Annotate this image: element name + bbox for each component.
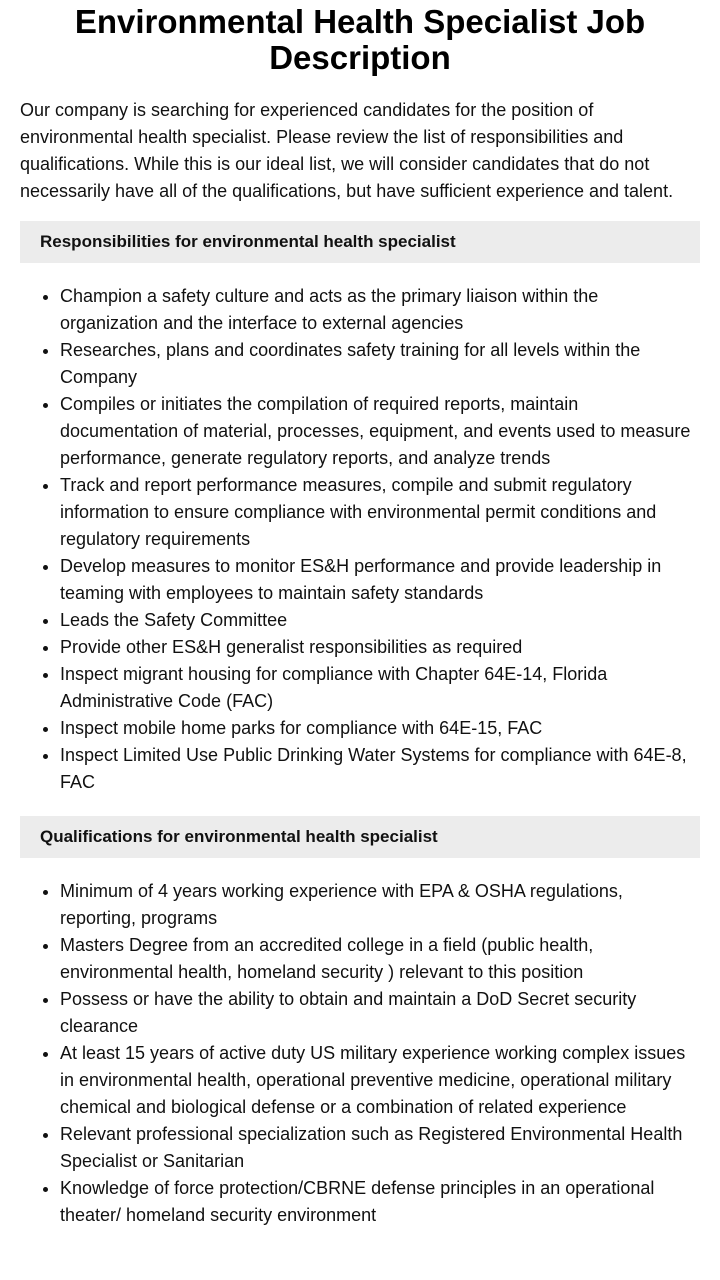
qualifications-heading: Qualifications for environmental health specialist [20, 816, 700, 858]
list-item: • Inspect migrant housing for compliance with Chapter 64E-14, Florida Administrative Code (FAC) [60, 661, 700, 715]
list-item: • Relevant professional specialization such as Registered Environmental Health Specialist or Sanitarian [60, 1121, 700, 1175]
page-title: Environmental Health Specialist Job Description [74, 3, 646, 76]
list-item: • Develop measures to monitor ES&H performance and provide leadership in teaming with employees to maintain safety standards [60, 553, 700, 607]
list-item: • Champion a safety culture and acts as the primary liaison within the organization and the interface to external agencies [60, 283, 700, 337]
intro-paragraph: Our company is searching for experienced candidates for the position of environmental health specialist. Please review the list of responsibilities and qualifications. While this is our ideal list, we will consider candidates that do not necessarily have all of the qualifications, but have sufficient experience and talent. [20, 100, 674, 201]
list-item: • Masters Degree from an accredited college in a field (public health, environmental health, homeland security ) relevant to this position [60, 932, 700, 986]
list-item: • Possess or have the ability to obtain and maintain a DoD Secret security clearance [60, 986, 700, 1040]
qualifications-list [20, 878, 700, 1229]
list-item: • Track and report performance measures, compile and submit regulatory information to ensure compliance with environmental permit conditions and regulatory requirements [60, 472, 700, 553]
list-item: • Inspect mobile home parks for compliance with 64E-15, FAC [60, 715, 700, 742]
list-item: • Minimum of 4 years working experience with EPA & OSHA regulations, reporting, programs [60, 878, 700, 932]
list-item: • Leads the Safety Committee [60, 607, 700, 634]
list-item: • Researches, plans and coordinates safety training for all levels within the Company [60, 337, 700, 391]
list-item: • Provide other ES&H generalist responsibilities as required [60, 634, 700, 661]
list-item: • Knowledge of force protection/CBRNE defense principles in an operational theater/ homeland security environment [60, 1175, 700, 1229]
list-item: • Inspect Limited Use Public Drinking Water Systems for compliance with 64E-8, FAC [60, 742, 700, 796]
responsibilities-list [20, 283, 700, 796]
list-item: • At least 15 years of active duty US military experience working complex issues in environmental health, operational preventive medicine, operational military chemical and biological defense or a combination of related experience [60, 1040, 700, 1121]
list-item: • Compiles or initiates the compilation of required reports, maintain documentation of material, processes, equipment, and events used to measure performance, generate regulatory reports, and analyze trends [60, 391, 700, 472]
responsibilities-heading: Responsibilities for environmental health specialist [20, 221, 700, 263]
